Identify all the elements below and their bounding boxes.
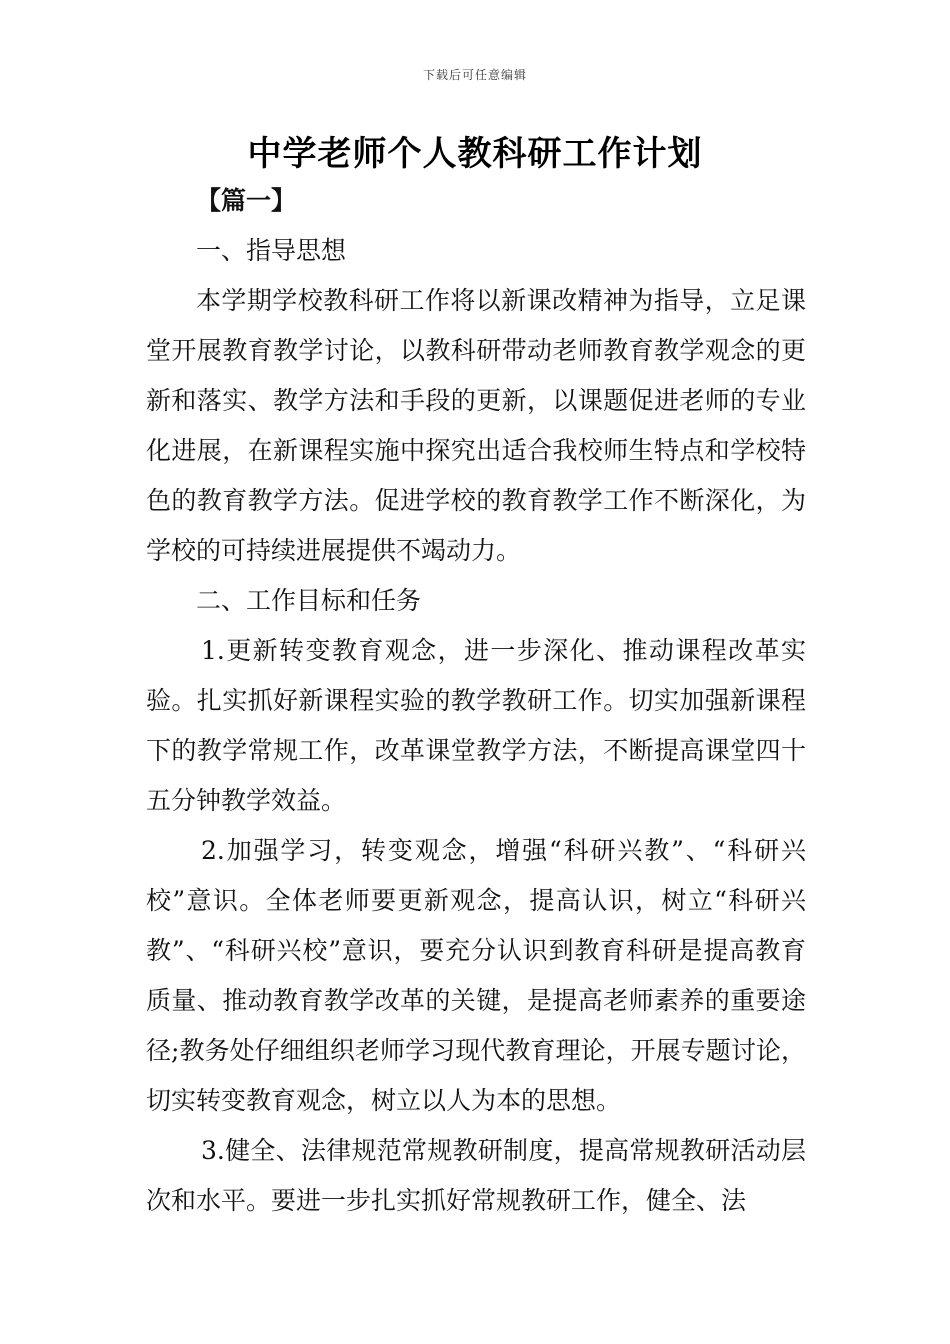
section-heading-guiding-thought: 一、指导思想	[196, 236, 347, 265]
list-item-2: 2.加强学习，转变观念，增强“科研兴教”、“科研兴校”意识。全体老师要更新观念，提高认识，树立“科研兴教”、“科研兴校”意识，要充分认识到教育科研是提高教育质量、推动教育教学改革的关键，是提高老师素养的重要途径;教务处仔细组织老师学习现代教育理论，开展专题讨论，切实转变教育观念，树立以人为本的思想。	[146, 836, 806, 1115]
chapter-label: 【篇一】	[196, 186, 297, 215]
header-note: 下载后可任意编辑	[422, 68, 527, 82]
section-heading-goals-tasks: 二、工作目标和任务	[196, 586, 422, 615]
document-body	[146, 176, 806, 1226]
paragraph-guiding-thought: 本学期学校教科研工作将以新课改精神为指导，立足课堂开展教育教学讨论，以教科研带动老师教育教学观念的更新和落实、教学方法和手段的更新，以课题促进老师的专业化进展，在新课程实施中探究出适合我校师生特点和学校特色的教育教学方法。促进学校的教育教学工作不断深化，为学校的可持续进展提供不竭动力。	[146, 286, 806, 565]
list-item-3: 3.健全、法律规范常规教研制度，提高常规教研活动层次和水平。要进一步扎实抓好常规教研工作，健全、法	[146, 1136, 806, 1215]
list-item-1: 1.更新转变教育观念，进一步深化、推动课程改革实验。扎实抓好新课程实验的教学教研工作。切实加强新课程下的教学常规工作，改革课堂教学方法，不断提高课堂四十五分钟教学效益。	[146, 636, 806, 815]
document-title: 中学老师个人教科研工作计划	[247, 134, 703, 174]
